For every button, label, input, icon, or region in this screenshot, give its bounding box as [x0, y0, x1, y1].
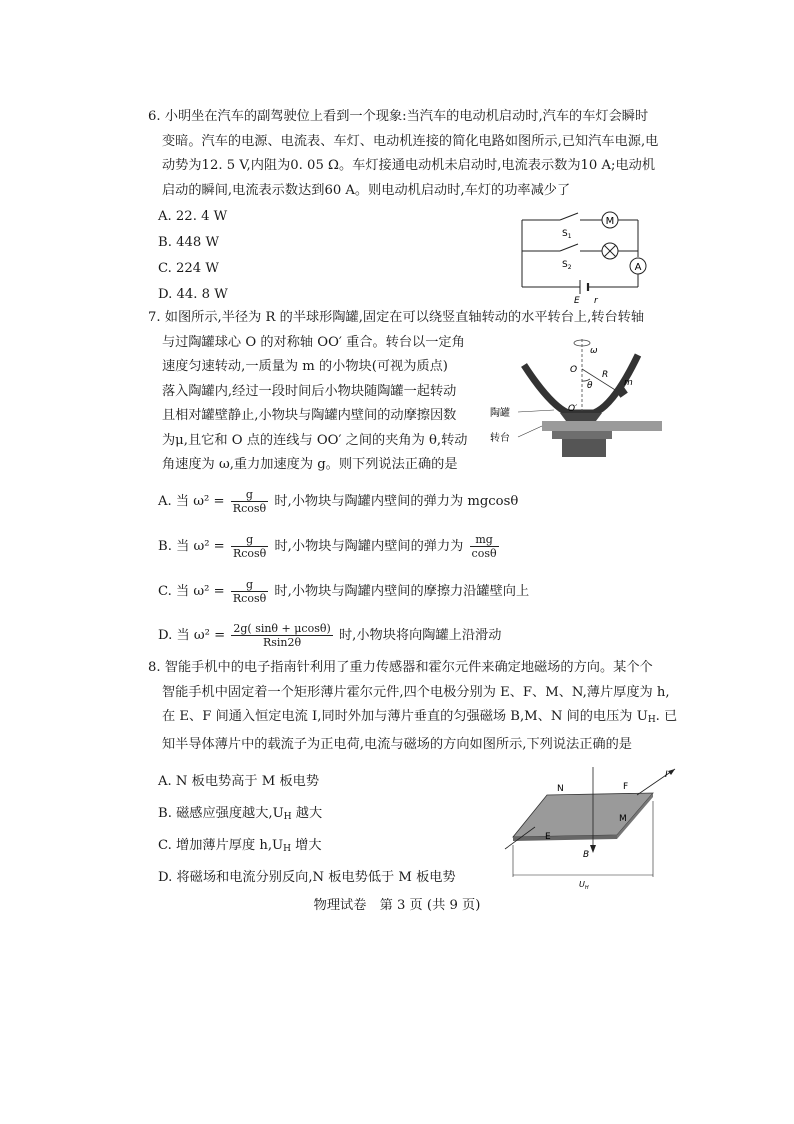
hall-element-diagram	[505, 765, 685, 891]
question-6-option-b: B. 448 W	[158, 235, 219, 250]
diagram-pot-label: 陶罐	[490, 408, 510, 419]
page-footer: 物理试卷 第 3 页 (共 9 页)	[313, 898, 481, 913]
circuit-s1-label: $S_1$	[562, 229, 572, 240]
diagram-O2-label: O′	[568, 404, 578, 414]
circuit-r-label: r	[594, 296, 598, 306]
question-7-option-a: A. 当 ω² = $\frac{g}{Rcos\theta}$ 时,小物块与陶罐内壁间的弹力为 mgcosθ	[158, 488, 519, 515]
question-7-line-4: 落入陶罐内,经过一段时间后小物块随陶罐一起转动	[162, 383, 457, 399]
hall-B-label: B	[583, 850, 590, 860]
question-6-option-c: C. 224 W	[158, 261, 219, 276]
question-8-option-d: D. 将磁场和电流分别反向,N 板电势低于 M 板电势	[158, 870, 456, 885]
question-7-option-d: D. 当 ω² = $\frac{2g( \sin\theta + \mu\cos\theta)}{Rsin2\theta}$ 时,小物块将向陶罐上沿滑动	[158, 622, 502, 649]
question-8-line-3: 在 E、F 间通入恒定电流 I,同时外加与薄片垂直的匀强磁场 B,M、N 间的电压为 $U_H$. 已	[162, 709, 678, 725]
question-6-option-a: A. 22. 4 W	[158, 209, 228, 224]
circuit-emf-label: E	[574, 296, 580, 306]
formula-fraction: $\frac{g}{Rcos\theta}$	[232, 488, 267, 515]
formula-fraction: $\frac{g}{Rcos\theta}$	[232, 533, 267, 560]
hall-F-label: F	[623, 782, 629, 792]
hall-I-label: I	[665, 770, 668, 780]
question-8-line-4: 知半导体薄片中的载流子为正电荷,电流与磁场的方向如图所示,下列说法正确的是	[162, 736, 632, 752]
question-8-line-1: 8. 智能手机中的电子指南针利用了重力传感器和霍尔元件来确定地磁场的方向。某个个	[148, 660, 653, 675]
question-7-option-b: B. 当 ω² = $\frac{g}{Rcos\theta}$ 时,小物块与陶罐内壁间的弹力为 $\frac{mg}{\cos\theta}$	[158, 533, 497, 560]
diagram-m-label: m	[624, 378, 633, 388]
hall-M-label: M	[619, 814, 627, 824]
question-6-line-4: 启动的瞬间,电流表示数达到60 A。则电动机启动时,车灯的功率减少了	[162, 182, 571, 198]
circuit-s2-label: $S_2$	[562, 260, 572, 271]
hall-N-label: N	[557, 784, 564, 794]
question-8-option-a: A. N 板电势高于 M 板电势	[158, 774, 320, 789]
circuit-diagram	[510, 205, 670, 305]
hall-U-label: $U_H$	[579, 880, 589, 891]
question-7-option-c: C. 当 ω² = $\frac{g}{Rcos\theta}$ 时,小物块与陶罐内壁间的摩擦力沿罐壁向上	[158, 578, 530, 605]
question-6	[148, 105, 668, 203]
question-8-line-2: 智能手机中固定着一个矩形薄片霍尔元件,四个电极分别为 E、F、M、N,薄片厚度为 h,	[162, 684, 670, 700]
diagram-table-label: 转台	[490, 433, 510, 444]
diagram-omega-label: ω	[590, 346, 598, 356]
question-8	[148, 656, 688, 757]
question-6-line-3: 动势为12. 5 V,内阻为0. 05 Ω。车灯接通电动机未启动时,电流表示数为10 A;电动机	[162, 158, 656, 173]
circuit-motor-label: M	[605, 216, 615, 227]
pottery-turntable-diagram	[490, 335, 670, 460]
formula-fraction: $\frac{2g( \sin\theta + \mu\cos\theta)}{Rsin2\theta}$	[233, 622, 331, 649]
question-7-line-1: 7. 如图所示,半径为 R 的半球形陶罐,固定在可以绕竖直轴转动的水平转台上,转台转轴	[148, 310, 645, 325]
question-7-line-3: 速度匀速转动,一质量为 m 的小物块(可视为质点)	[162, 359, 448, 374]
formula-fraction: $\frac{g}{Rcos\theta}$	[232, 578, 267, 605]
question-7-line-6: 为μ,且它和 O 点的连线与 OO′ 之间的夹角为 θ,转动	[162, 432, 468, 448]
circuit-ammeter-label: A	[634, 262, 642, 273]
question-8-option-c: C. 增加薄片厚度 $h,U_H$ 增大	[158, 838, 322, 854]
diagram-O-label: O	[570, 365, 578, 375]
question-6-option-d: D. 44. 8 W	[158, 287, 228, 302]
question-7-line-5: 且相对罐壁静止,小物块与陶罐内壁间的动摩擦因数	[162, 408, 457, 423]
question-8-option-b: B. 磁感应强度越大$,U_H$ 越大	[158, 806, 323, 822]
question-7-line-2: 与过陶罐球心 O 的对称轴 OO′ 重合。转台以一定角	[162, 334, 465, 350]
question-7-line-7: 角速度为 ω,重力加速度为 g。则下列说法正确的是	[162, 457, 458, 472]
question-6-line-1: 6. 小明坐在汽车的副驾驶位上看到一个现象:当汽车的电动机启动时,汽车的车灯会瞬时	[148, 109, 649, 124]
formula-fraction: $\frac{mg}{\cos\theta}$	[471, 533, 497, 560]
diagram-theta-label: θ	[587, 381, 593, 391]
hall-E-label: E	[545, 832, 551, 842]
question-6-line-2: 变暗。汽车的电源、电流表、车灯、电动机连接的简化电路如图所示,已知汽车电源,电	[162, 133, 659, 149]
diagram-R-label: R	[602, 370, 609, 380]
